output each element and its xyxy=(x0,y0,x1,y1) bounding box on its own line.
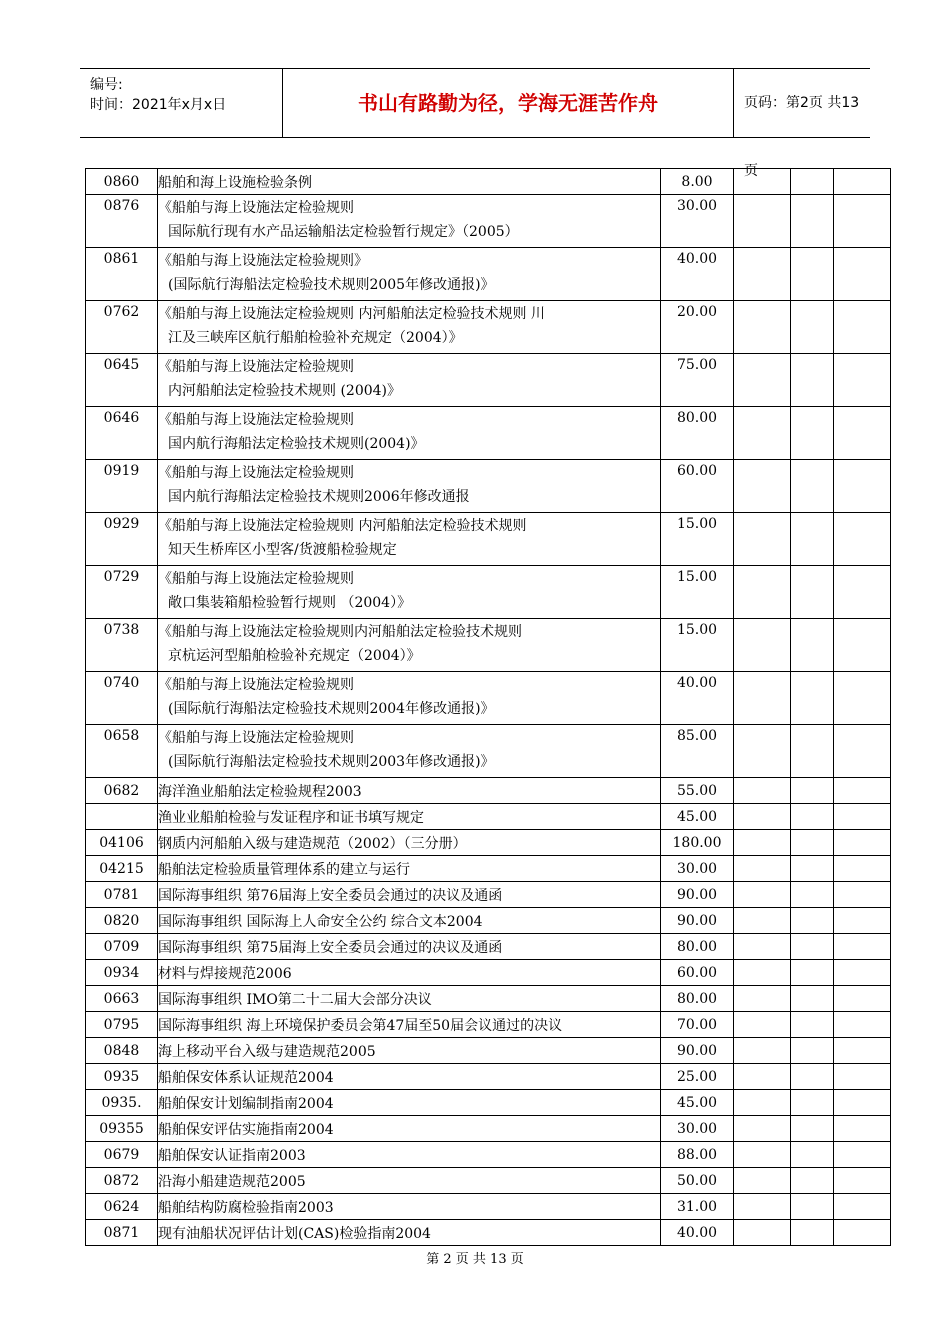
empty-cell xyxy=(834,1090,891,1116)
table-row xyxy=(86,725,891,778)
book-title-cell xyxy=(158,460,661,513)
book-price: 60.00 xyxy=(661,960,734,986)
table-row xyxy=(86,301,891,354)
empty-cell xyxy=(791,960,834,986)
empty-cell xyxy=(734,195,791,248)
book-code: 0935 xyxy=(86,1064,158,1090)
table-row xyxy=(86,1090,891,1116)
book-title-cell xyxy=(158,407,661,460)
empty-cell xyxy=(834,619,891,672)
book-price: 30.00 xyxy=(661,195,734,248)
book-code: 0663 xyxy=(86,986,158,1012)
empty-cell xyxy=(834,778,891,804)
empty-cell xyxy=(734,169,791,195)
empty-cell xyxy=(791,301,834,354)
empty-cell xyxy=(834,1168,891,1194)
book-price: 90.00 xyxy=(661,1038,734,1064)
book-title: 船舶保安认证指南2003 xyxy=(158,1147,306,1164)
book-title-cell xyxy=(158,725,661,778)
empty-cell xyxy=(734,672,791,725)
empty-cell xyxy=(834,248,891,301)
book-price: 90.00 xyxy=(661,908,734,934)
book-title-line2: 江及三峡库区航行船舶检验补充规定（2004）》 xyxy=(168,330,463,346)
book-code: 0645 xyxy=(86,354,158,407)
book-title-line2: 国内航行海船法定检验技术规则(2004)》 xyxy=(168,436,425,452)
empty-cell xyxy=(791,513,834,566)
empty-cell xyxy=(834,804,891,830)
table-row xyxy=(86,830,891,856)
empty-cell xyxy=(791,672,834,725)
book-title-line2: 内河船舶法定检验技术规则 (2004)》 xyxy=(168,383,402,399)
book-title: 《船舶与海上设施法定检验规则 xyxy=(158,412,354,428)
book-price: 80.00 xyxy=(661,407,734,460)
table-row xyxy=(86,1142,891,1168)
empty-cell xyxy=(834,354,891,407)
table-row xyxy=(86,986,891,1012)
book-price: 15.00 xyxy=(661,566,734,619)
empty-cell xyxy=(791,1116,834,1142)
empty-cell xyxy=(834,725,891,778)
book-title: 《船舶与海上设施法定检验规则 xyxy=(158,359,354,375)
book-code: 0658 xyxy=(86,725,158,778)
empty-cell xyxy=(834,1116,891,1142)
table-row xyxy=(86,908,891,934)
empty-cell xyxy=(734,619,791,672)
book-title-cell xyxy=(158,882,661,908)
empty-cell xyxy=(734,856,791,882)
book-title-line2: 国内航行海船法定检验技术规则2006年修改通报 xyxy=(168,489,470,505)
empty-cell xyxy=(791,1038,834,1064)
table-row xyxy=(86,169,891,195)
book-title-line2: 敞口集装箱船检验暂行规则 （2004）》 xyxy=(168,595,412,611)
book-title: 船舶保安评估实施指南2004 xyxy=(158,1121,334,1138)
table-row xyxy=(86,882,891,908)
empty-cell xyxy=(734,1168,791,1194)
book-title: 船舶和海上设施检验条例 xyxy=(158,174,312,191)
empty-cell xyxy=(791,986,834,1012)
book-title: 国际海事组织 第75届海上安全委员会通过的决议及通函 xyxy=(158,939,503,956)
book-code: 0861 xyxy=(86,248,158,301)
book-price: 50.00 xyxy=(661,1168,734,1194)
book-code: 0848 xyxy=(86,1038,158,1064)
table-row xyxy=(86,804,891,830)
book-code: 0709 xyxy=(86,934,158,960)
table-row xyxy=(86,1116,891,1142)
book-code: 0682 xyxy=(86,778,158,804)
book-title: 国际海事组织 国际海上人命安全公约 综合文本2004 xyxy=(158,913,483,930)
table-row xyxy=(86,1064,891,1090)
empty-cell xyxy=(834,856,891,882)
empty-cell xyxy=(834,830,891,856)
book-title-cell xyxy=(158,986,661,1012)
book-title: 海上移动平台入级与建造规范2005 xyxy=(158,1043,376,1060)
book-title-cell xyxy=(158,1090,661,1116)
empty-cell xyxy=(734,804,791,830)
book-price: 30.00 xyxy=(661,856,734,882)
empty-cell xyxy=(734,301,791,354)
time-label: 时间：2021年x月x日 xyxy=(90,97,227,113)
motto: 书山有路勤为径，学海无涯苦作舟 xyxy=(282,69,734,137)
empty-cell xyxy=(791,804,834,830)
book-title-line2: (国际航行海船法定检验技术规则2003年修改通报)》 xyxy=(168,754,495,770)
book-code: 0929 xyxy=(86,513,158,566)
book-price: 60.00 xyxy=(661,460,734,513)
book-title: 船舶保安体系认证规范2004 xyxy=(158,1069,334,1086)
empty-cell xyxy=(734,1090,791,1116)
empty-cell xyxy=(734,1194,791,1220)
empty-cell xyxy=(791,460,834,513)
empty-cell xyxy=(791,1142,834,1168)
empty-cell xyxy=(834,1220,891,1246)
book-price: 31.00 xyxy=(661,1194,734,1220)
book-title: 国际海事组织 IMO第二十二届大会部分决议 xyxy=(158,991,432,1008)
empty-cell xyxy=(791,1194,834,1220)
table-row xyxy=(86,934,891,960)
book-code: 0876 xyxy=(86,195,158,248)
book-title-line2: (国际航行海船法定检验技术规则2005年修改通报)》 xyxy=(168,277,495,293)
book-title-cell xyxy=(158,1038,661,1064)
empty-cell xyxy=(734,908,791,934)
book-code: 0820 xyxy=(86,908,158,934)
book-title-line2: 京杭运河型船舶检验补充规定（2004）》 xyxy=(168,648,421,664)
empty-cell xyxy=(791,169,834,195)
table-row xyxy=(86,856,891,882)
empty-cell xyxy=(791,195,834,248)
book-title-cell xyxy=(158,195,661,248)
table-row xyxy=(86,960,891,986)
empty-cell xyxy=(834,566,891,619)
book-code: 0795 xyxy=(86,1012,158,1038)
book-title: 《船舶与海上设施法定检验规则 内河船舶法定检验技术规则 川 xyxy=(158,306,545,322)
table-row xyxy=(86,566,891,619)
empty-cell xyxy=(791,1220,834,1246)
book-code: 0781 xyxy=(86,882,158,908)
empty-cell xyxy=(791,354,834,407)
book-title-cell xyxy=(158,1194,661,1220)
empty-cell xyxy=(734,830,791,856)
table-row xyxy=(86,1012,891,1038)
book-code: 0646 xyxy=(86,407,158,460)
empty-cell xyxy=(834,672,891,725)
book-price: 45.00 xyxy=(661,804,734,830)
book-price: 70.00 xyxy=(661,1012,734,1038)
table-row xyxy=(86,1194,891,1220)
header-left xyxy=(80,69,282,137)
page-label: 页码：第2页 共13页 xyxy=(744,95,860,179)
empty-cell xyxy=(734,882,791,908)
book-price: 80.00 xyxy=(661,986,734,1012)
book-title: 船舶结构防腐检验指南2003 xyxy=(158,1199,334,1216)
book-title: 《船舶与海上设施法定检验规则 xyxy=(158,677,354,693)
book-code: 0872 xyxy=(86,1168,158,1194)
book-title-line2: (国际航行海船法定检验技术规则2004年修改通报)》 xyxy=(168,701,495,717)
empty-cell xyxy=(734,407,791,460)
empty-cell xyxy=(791,908,834,934)
empty-cell xyxy=(791,778,834,804)
book-title-cell xyxy=(158,354,661,407)
book-code: 0935. xyxy=(86,1090,158,1116)
book-title-cell xyxy=(158,619,661,672)
book-title: 沿海小船建造规范2005 xyxy=(158,1173,306,1190)
page-header xyxy=(80,68,870,179)
table-row xyxy=(86,248,891,301)
book-title: 《船舶与海上设施法定检验规则》 xyxy=(158,253,368,269)
empty-cell xyxy=(834,934,891,960)
empty-cell xyxy=(791,1168,834,1194)
table-row xyxy=(86,460,891,513)
book-title: 材料与焊接规范2006 xyxy=(158,965,292,982)
book-price: 75.00 xyxy=(661,354,734,407)
book-title-line2: 知天生桥库区小型客/货渡船检验规定 xyxy=(168,542,397,558)
book-title-cell xyxy=(158,1168,661,1194)
empty-cell xyxy=(734,1142,791,1168)
book-title-cell xyxy=(158,1220,661,1246)
book-price: 80.00 xyxy=(661,934,734,960)
book-title: 渔业业船舶检验与发证程序和证书填写规定 xyxy=(158,809,424,826)
book-code: 0738 xyxy=(86,619,158,672)
empty-cell xyxy=(791,1064,834,1090)
table-row xyxy=(86,354,891,407)
book-price: 90.00 xyxy=(661,882,734,908)
book-title-cell xyxy=(158,908,661,934)
empty-cell xyxy=(791,856,834,882)
table-row xyxy=(86,195,891,248)
book-title-cell xyxy=(158,1012,661,1038)
book-code: 0740 xyxy=(86,672,158,725)
book-code: 09355 xyxy=(86,1116,158,1142)
empty-cell xyxy=(834,301,891,354)
table-row xyxy=(86,619,891,672)
book-title-cell xyxy=(158,248,661,301)
empty-cell xyxy=(834,1012,891,1038)
book-price: 40.00 xyxy=(661,1220,734,1246)
book-price: 30.00 xyxy=(661,1116,734,1142)
empty-cell xyxy=(834,1038,891,1064)
empty-cell xyxy=(791,248,834,301)
book-price: 180.00 xyxy=(661,830,734,856)
book-code: 0624 xyxy=(86,1194,158,1220)
book-title: 海洋渔业船舶法定检验规程2003 xyxy=(158,783,362,800)
book-price: 8.00 xyxy=(661,169,734,195)
book-title-cell xyxy=(158,960,661,986)
table-row xyxy=(86,1168,891,1194)
book-title-cell xyxy=(158,856,661,882)
empty-cell xyxy=(734,566,791,619)
book-code: 04215 xyxy=(86,856,158,882)
empty-cell xyxy=(791,566,834,619)
book-title: 《船舶与海上设施法定检验规则 内河船舶法定检验技术规则 xyxy=(158,518,527,534)
book-title: 《船舶与海上设施法定检验规则 xyxy=(158,730,354,746)
empty-cell xyxy=(834,908,891,934)
book-price: 15.00 xyxy=(661,619,734,672)
book-code: 0679 xyxy=(86,1142,158,1168)
book-price: 85.00 xyxy=(661,725,734,778)
book-title: 《船舶与海上设施法定检验规则 xyxy=(158,465,354,481)
empty-cell xyxy=(791,1012,834,1038)
book-title: 国际海事组织 海上环境保护委员会第47届至50届会议通过的决议 xyxy=(158,1017,563,1034)
book-title-cell xyxy=(158,301,661,354)
book-code: 0860 xyxy=(86,169,158,195)
book-code xyxy=(86,804,158,830)
book-price: 15.00 xyxy=(661,513,734,566)
book-title: 钢质内河船舶入级与建造规范（2002）（三分册） xyxy=(158,835,467,852)
book-code: 0934 xyxy=(86,960,158,986)
book-title: 《船舶与海上设施法定检验规则 xyxy=(158,571,354,587)
book-title-cell xyxy=(158,1064,661,1090)
table-row xyxy=(86,672,891,725)
table-row xyxy=(86,1220,891,1246)
book-title-cell xyxy=(158,566,661,619)
empty-cell xyxy=(734,354,791,407)
table-row xyxy=(86,778,891,804)
book-price: 45.00 xyxy=(661,1090,734,1116)
book-title: 国际海事组织 第76届海上安全委员会通过的决议及通函 xyxy=(158,887,503,904)
book-price: 20.00 xyxy=(661,301,734,354)
book-title-cell xyxy=(158,778,661,804)
book-title: 船舶保安计划编制指南2004 xyxy=(158,1095,334,1112)
book-code: 0871 xyxy=(86,1220,158,1246)
book-code: 04106 xyxy=(86,830,158,856)
book-title: 《船舶与海上设施法定检验规则内河船舶法定检验技术规则 xyxy=(158,624,522,640)
empty-cell xyxy=(834,960,891,986)
empty-cell xyxy=(791,882,834,908)
empty-cell xyxy=(734,1064,791,1090)
book-title-cell xyxy=(158,169,661,195)
empty-cell xyxy=(834,1142,891,1168)
empty-cell xyxy=(734,1116,791,1142)
book-title: 《船舶与海上设施法定检验规则 xyxy=(158,200,354,216)
book-title-cell xyxy=(158,1116,661,1142)
page-footer: 第 2 页 共 13 页 xyxy=(426,1252,524,1267)
book-title-cell xyxy=(158,934,661,960)
number-label: 编号: xyxy=(90,77,123,93)
empty-cell xyxy=(791,619,834,672)
book-title-cell xyxy=(158,672,661,725)
empty-cell xyxy=(834,169,891,195)
book-price: 25.00 xyxy=(661,1064,734,1090)
book-title-cell xyxy=(158,1142,661,1168)
empty-cell xyxy=(834,513,891,566)
empty-cell xyxy=(734,1038,791,1064)
book-title-cell xyxy=(158,804,661,830)
book-price: 55.00 xyxy=(661,778,734,804)
table-row xyxy=(86,513,891,566)
table-row xyxy=(86,1038,891,1064)
empty-cell xyxy=(834,460,891,513)
table-row xyxy=(86,407,891,460)
empty-cell xyxy=(834,1194,891,1220)
book-title-cell xyxy=(158,513,661,566)
book-price: 88.00 xyxy=(661,1142,734,1168)
empty-cell xyxy=(834,195,891,248)
empty-cell xyxy=(791,934,834,960)
book-title-line2: 国际航行现有水产品运输船法定检验暂行规定》（2005） xyxy=(168,224,519,240)
book-title: 船舶法定检验质量管理体系的建立与运行 xyxy=(158,861,410,878)
empty-cell xyxy=(834,986,891,1012)
empty-cell xyxy=(791,1090,834,1116)
price-table xyxy=(85,168,891,1246)
empty-cell xyxy=(734,1012,791,1038)
book-price: 40.00 xyxy=(661,248,734,301)
empty-cell xyxy=(734,460,791,513)
book-code: 0919 xyxy=(86,460,158,513)
empty-cell xyxy=(734,513,791,566)
empty-cell xyxy=(734,934,791,960)
book-code: 0729 xyxy=(86,566,158,619)
empty-cell xyxy=(834,1064,891,1090)
book-code: 0762 xyxy=(86,301,158,354)
empty-cell xyxy=(834,407,891,460)
empty-cell xyxy=(734,778,791,804)
empty-cell xyxy=(734,986,791,1012)
empty-cell xyxy=(734,960,791,986)
empty-cell xyxy=(791,725,834,778)
book-title-cell xyxy=(158,830,661,856)
empty-cell xyxy=(791,830,834,856)
empty-cell xyxy=(834,882,891,908)
book-price: 40.00 xyxy=(661,672,734,725)
empty-cell xyxy=(734,248,791,301)
empty-cell xyxy=(791,407,834,460)
empty-cell xyxy=(734,1220,791,1246)
empty-cell xyxy=(734,725,791,778)
book-title: 现有油船状况评估计划(CAS)检验指南2004 xyxy=(158,1225,431,1242)
